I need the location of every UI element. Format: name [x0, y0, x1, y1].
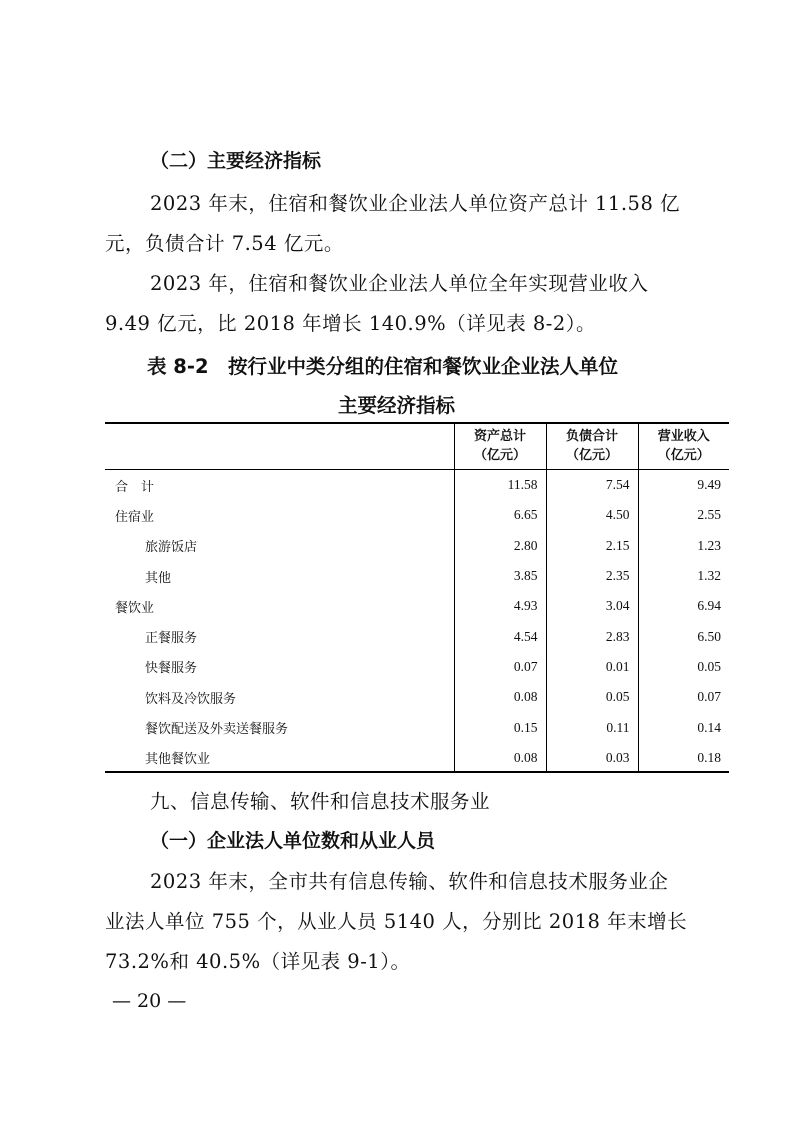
table-title-line-1: 表 8-2 按行业中类分组的住宿和餐饮业企业法人单位	[147, 355, 619, 378]
cell-liabilities: 7.54	[546, 470, 638, 501]
header-liabilities	[546, 423, 638, 470]
table-row	[105, 470, 729, 501]
header-assets-unit: （亿元）	[473, 448, 526, 463]
cell-revenue: 0.07	[638, 682, 729, 712]
cell-assets: 11.58	[454, 470, 546, 501]
header-revenue	[638, 423, 729, 470]
row-label: 旅游饭店	[145, 540, 198, 556]
row-label: 其他	[145, 570, 172, 586]
row-label: 餐饮配送及外卖送餐服务	[145, 722, 289, 738]
table-row	[105, 500, 729, 530]
row-label: 其他餐饮业	[145, 752, 211, 768]
table-title-line-2: 主要经济指标	[337, 394, 455, 417]
row-label: 快餐服务	[145, 661, 198, 677]
cell-liabilities: 0.11	[546, 712, 638, 742]
cell-assets: 0.15	[454, 712, 546, 742]
cell-revenue: 6.50	[638, 621, 729, 651]
cell-assets: 4.93	[454, 591, 546, 621]
table-row	[105, 682, 729, 712]
table-header-row	[105, 423, 729, 470]
cell-liabilities: 3.04	[546, 591, 638, 621]
paragraph-revenue-line-1: 2023 年，住宿和餐饮业企业法人单位全年实现营业收入	[150, 272, 649, 295]
header-stub	[105, 423, 454, 470]
cell-assets: 6.65	[454, 500, 546, 530]
cell-revenue: 1.32	[638, 561, 729, 591]
row-label: 饮料及冷饮服务	[145, 691, 237, 707]
cell-liabilities: 0.01	[546, 652, 638, 682]
row-label: 正餐服务	[145, 631, 198, 647]
paragraph-enterprises-line-2: 业法人单位 755 个，从业人员 5140 人，分别比 2018 年末增长	[105, 910, 688, 933]
cell-assets: 4.54	[454, 621, 546, 651]
paragraph-assets-line-1: 2023 年末，住宿和餐饮业企业法人单位资产总计 11.58 亿	[150, 192, 681, 215]
cell-assets: 2.80	[454, 531, 546, 561]
cell-revenue: 2.55	[638, 500, 729, 530]
cell-liabilities: 2.15	[546, 531, 638, 561]
paragraph-assets-line-2: 元，负债合计 7.54 亿元。	[105, 232, 344, 255]
row-label: 餐饮业	[115, 600, 155, 616]
cell-assets: 0.08	[454, 743, 546, 773]
cell-liabilities: 4.50	[546, 500, 638, 530]
table-row	[105, 712, 729, 742]
chapter-heading: 九、信息传输、软件和信息技术服务业	[150, 790, 491, 813]
cell-liabilities: 0.03	[546, 743, 638, 773]
cell-revenue: 9.49	[638, 470, 729, 501]
row-label: 住宿业	[115, 509, 155, 525]
table-row	[105, 591, 729, 621]
table-row	[105, 652, 729, 682]
header-revenue-label: 营业收入	[657, 429, 710, 444]
cell-revenue: 0.18	[638, 743, 729, 773]
cell-assets: 3.85	[454, 561, 546, 591]
section-heading: （二）主要经济指标	[150, 150, 322, 172]
table-row	[105, 743, 729, 773]
header-liabilities-label: 负债合计	[565, 429, 618, 444]
header-assets	[454, 423, 546, 470]
paragraph-enterprises-line-1: 2023 年末，全市共有信息传输、软件和信息技术服务业企	[150, 870, 669, 893]
paragraph-enterprises-line-3: 73.2%和 40.5%（详见表 9-1）。	[105, 950, 411, 973]
cell-revenue: 0.14	[638, 712, 729, 742]
row-label: 合 计	[115, 479, 155, 495]
paragraph-revenue-line-2: 9.49 亿元，比 2018 年增长 140.9%（详见表 8-2）。	[105, 312, 597, 335]
cell-liabilities: 2.83	[546, 621, 638, 651]
cell-liabilities: 0.05	[546, 682, 638, 712]
cell-assets: 0.07	[454, 652, 546, 682]
cell-revenue: 0.05	[638, 652, 729, 682]
cell-liabilities: 2.35	[546, 561, 638, 591]
table-row	[105, 621, 729, 651]
header-assets-label: 资产总计	[473, 429, 526, 444]
header-liabilities-unit: （亿元）	[565, 448, 618, 463]
cell-assets: 0.08	[454, 682, 546, 712]
cell-revenue: 1.23	[638, 531, 729, 561]
header-revenue-unit: （亿元）	[657, 448, 710, 463]
economic-indicators-table	[105, 423, 729, 773]
table-row	[105, 561, 729, 591]
table-bottom-rule	[105, 771, 729, 773]
page-number: — 20 —	[112, 990, 187, 1012]
subsection-heading: （一）企业法人单位数和从业人员	[150, 830, 436, 852]
cell-revenue: 6.94	[638, 591, 729, 621]
table-row	[105, 531, 729, 561]
